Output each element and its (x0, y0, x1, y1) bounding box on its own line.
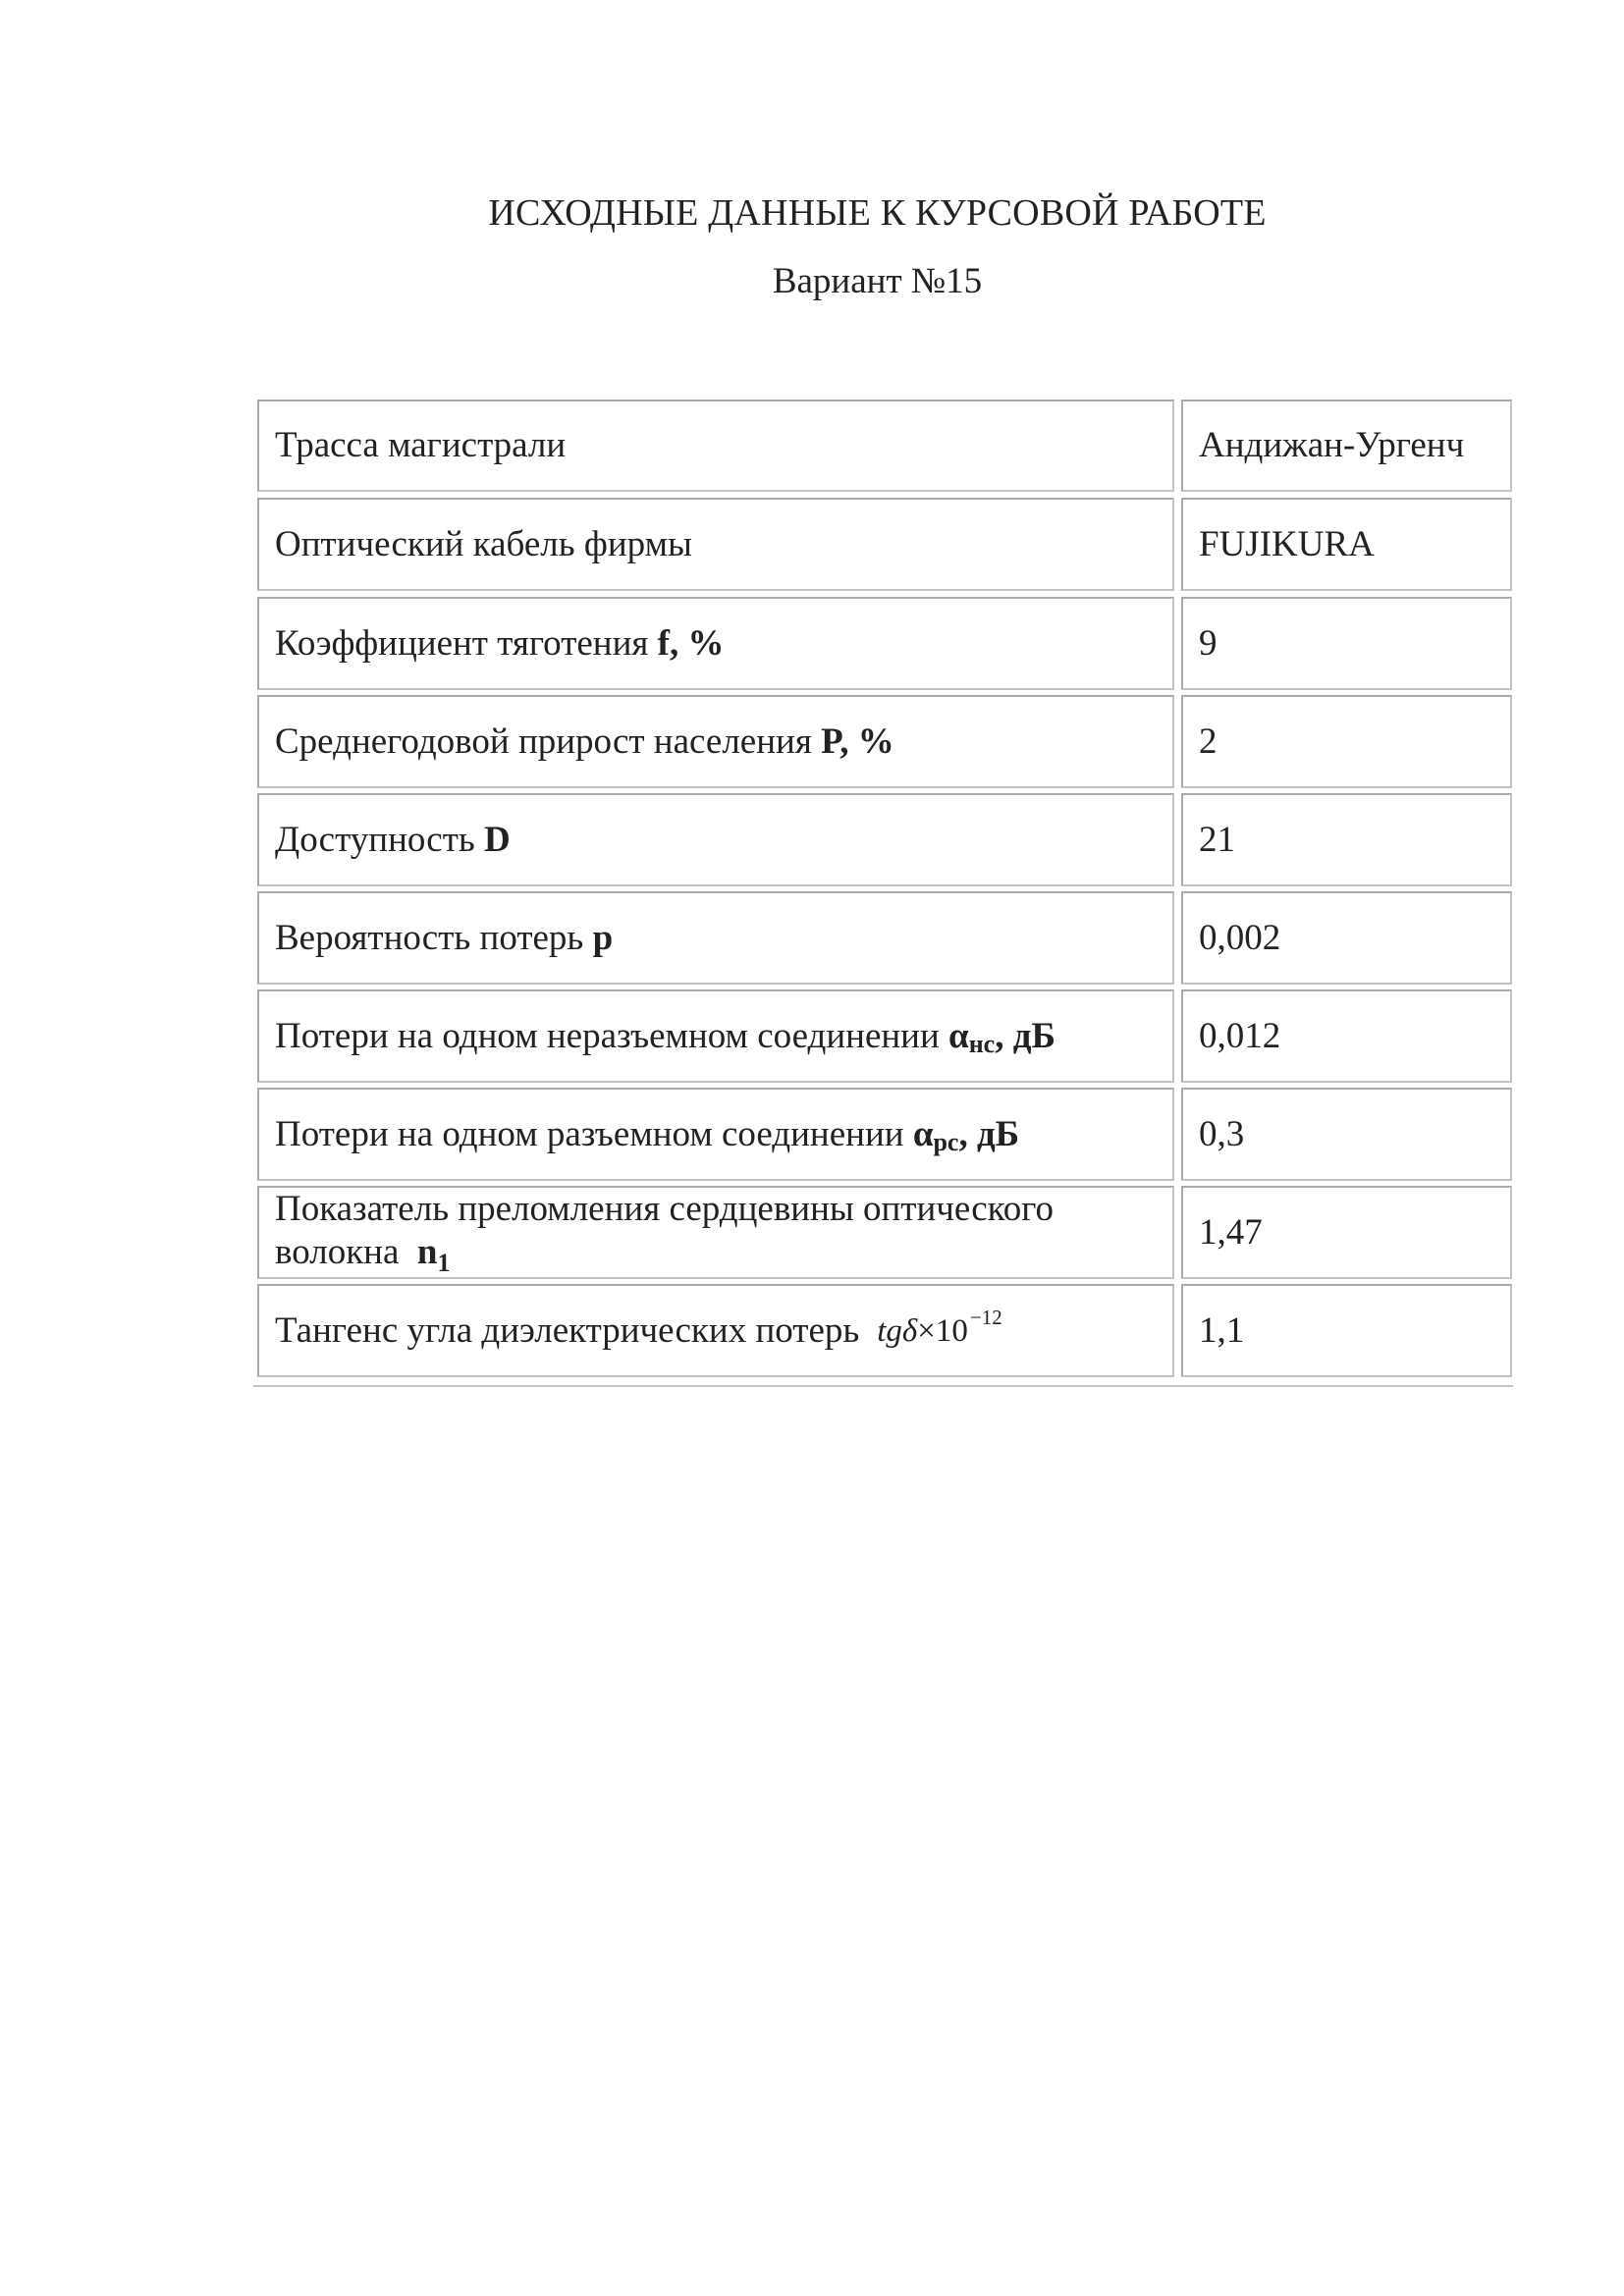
row-value: Андижан-Ургенч (1181, 400, 1512, 492)
label-symbol: P, % (821, 721, 894, 762)
table-row (251, 793, 1513, 886)
label-symbol: f, % (657, 622, 725, 664)
label-symbol: p (592, 917, 614, 958)
row-value: 1,1 (1181, 1284, 1512, 1377)
label-text: Трасса магистрали (275, 425, 567, 465)
row-label (257, 989, 1174, 1083)
subscript: 1 (437, 1249, 451, 1277)
row-value: 1,47 (1181, 1186, 1512, 1279)
table-row (251, 400, 1513, 492)
row-label (257, 1284, 1174, 1377)
label-line-1: Показатель преломления сердцевины оптического (275, 1189, 1055, 1229)
label-text: Потери на одном разъемном соединении (275, 1113, 913, 1154)
row-label (257, 498, 1174, 591)
row-value: 9 (1181, 597, 1512, 690)
label-text: Оптический кабель фирмы (275, 523, 692, 564)
table-row (251, 1186, 1513, 1279)
document-title: ИСХОДНЫЕ ДАННЫЕ К КУРСОВОЙ РАБОТЕ (488, 192, 1267, 234)
table-row (251, 989, 1513, 1083)
row-value: 0,002 (1181, 891, 1512, 985)
table-row (251, 597, 1513, 690)
alpha-symbol: α (912, 1113, 934, 1154)
table-row (251, 1284, 1513, 1377)
alpha-symbol: α (948, 1015, 969, 1056)
row-value: 0,012 (1181, 989, 1512, 1083)
table-row (251, 498, 1513, 591)
label-line-2 (275, 1231, 450, 1277)
tg-delta: tgδ (877, 1313, 918, 1349)
row-label (257, 1088, 1174, 1181)
table-bottom-border (253, 1385, 1513, 1387)
row-value: 21 (1181, 793, 1512, 886)
row-value: 2 (1181, 695, 1512, 788)
subscript: рс (933, 1127, 959, 1156)
label-text: Потери на одном неразъемном соединении (275, 1015, 949, 1056)
label-text: волокна (275, 1232, 408, 1272)
label-text: Коэффициент тяготения (275, 622, 658, 664)
row-label (257, 400, 1174, 492)
variant-heading: Вариант №15 (772, 261, 983, 301)
row-value: 0,3 (1181, 1088, 1512, 1181)
times-ten: ×10 (917, 1313, 968, 1349)
subscript: нс (968, 1029, 996, 1058)
table-row (251, 695, 1513, 788)
label-symbol: D (484, 819, 511, 860)
label-text: Доступность (275, 819, 485, 860)
label-text: Среднегодовой прирост населения (275, 721, 822, 762)
row-label (257, 597, 1174, 690)
n-symbol: n (416, 1232, 438, 1272)
exponent: −12 (969, 1306, 1002, 1329)
label-text: Вероятность потерь (275, 917, 593, 958)
row-label (257, 793, 1174, 886)
table-row (251, 891, 1513, 985)
label-text: Тангенс угла диэлектрических потерь (275, 1309, 860, 1351)
tangent-formula (877, 1306, 1002, 1356)
row-label (257, 1186, 1174, 1279)
row-label (257, 891, 1174, 985)
row-label (257, 695, 1174, 788)
unit: , дБ (995, 1015, 1056, 1056)
row-value: FUJIKURA (1181, 498, 1512, 591)
input-data-table (251, 394, 1513, 1387)
unit: , дБ (958, 1113, 1020, 1154)
table-row (251, 1088, 1513, 1181)
